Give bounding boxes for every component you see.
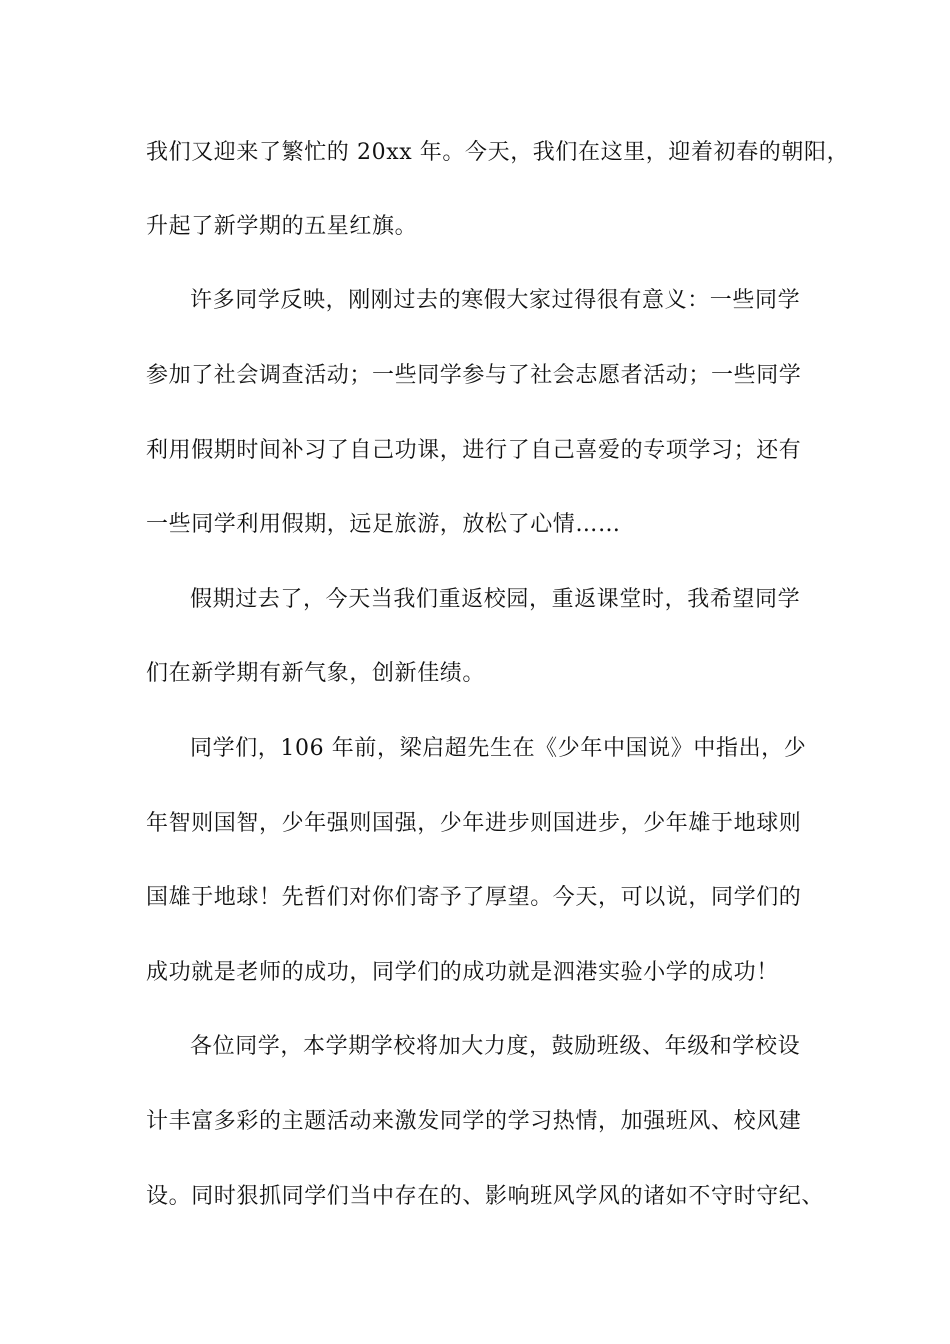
text-line-3: 许多同学反映，刚刚过去的寒假大家过得很有意义：一些同学: [190, 288, 801, 313]
text-line-15: 设。同时狠抓同学们当中存在的、影响班风学风的诸如不守时守纪、: [146, 1184, 825, 1209]
text-line-7: 假期过去了，今天当我们重返校园，重返课堂时，我希望同学: [190, 587, 801, 612]
text-line-2: 升起了新学期的五星红旗。: [146, 214, 418, 239]
text-line-10: 年智则国智，少年强则国强，少年进步则国进步，少年雄于地球则: [146, 811, 802, 836]
text-line-8: 们在新学期有新气象，创新佳绩。: [146, 661, 486, 686]
text-line-9: 同学们，106 年前，梁启超先生在《少年中国说》中指出，少: [190, 736, 807, 761]
text-line-13: 各位同学，本学期学校将加大力度，鼓励班级、年级和学校设: [190, 1034, 801, 1059]
text-line-4: 参加了社会调查活动；一些同学参与了社会志愿者活动；一些同学: [146, 363, 802, 388]
text-line-1: 我们又迎来了繁忙的 20xx 年。今天，我们在这里，迎着初春的朝阳，: [146, 140, 850, 165]
text-line-14: 计丰富多彩的主题活动来激发同学的学习热情，加强班风、校风建: [146, 1109, 802, 1134]
text-line-5: 利用假期时间补习了自己功课，进行了自己喜爱的专项学习；还有: [146, 438, 802, 463]
text-line-12: 成功就是老师的成功，同学们的成功就是泗港实验小学的成功！: [146, 960, 779, 985]
text-line-11: 国雄于地球！先哲们对你们寄予了厚望。今天，可以说，同学们的: [146, 885, 802, 910]
text-line-6: 一些同学利用假期，远足旅游，放松了心情……: [146, 512, 621, 537]
